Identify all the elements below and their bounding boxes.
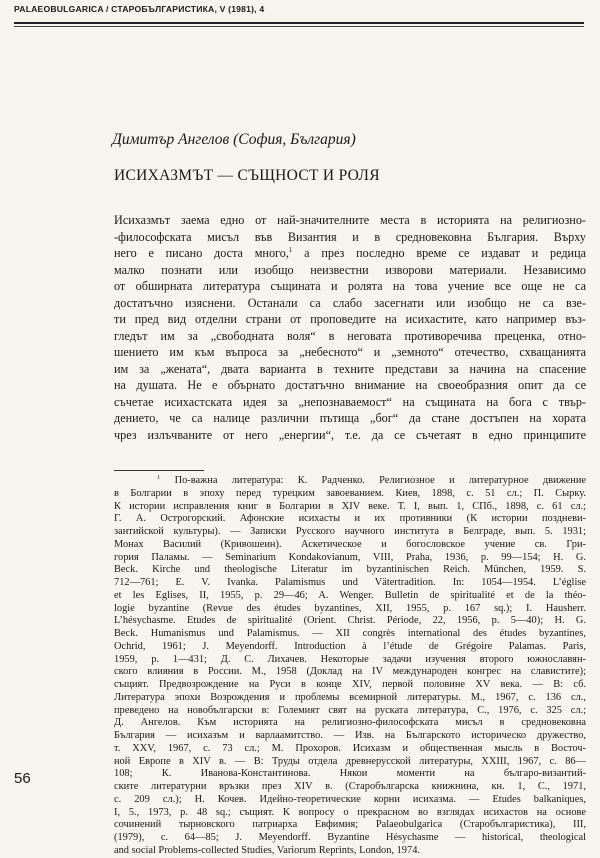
footnotes	[114, 475, 586, 858]
footnote-line: преведено на новобългарски в: Големият свят на руската литература, С., 1976, с. 325 сл.;	[114, 704, 586, 716]
body-line: Исихазмът заема едно от най-значителните места в историята на религиозно-	[114, 213, 586, 227]
running-head: PALAEOBULGARICA / СТАРОБЪЛГАРИСТИКА, V (1981), 4	[14, 4, 265, 14]
footnote-line: Ochrid, 1961; J. Meyendorff. Introduction à l’étude de Grégoire Palamas. Paris,	[114, 640, 586, 652]
footnote-line: с. 209 сл.); Н. Кочев. Идейно-теоретические корни исихазма. — Etudes balkaniques,	[114, 793, 586, 805]
footnote-line: I, 5., 1973, p. 48 sq.; същият. К вопросу о прекрасном во взглядах исихастов на основе	[114, 806, 586, 818]
body-line: малко познати или изобщо неизвестни изворови материали. Независимо	[114, 262, 586, 277]
body-line: съчетае исихастската идея за „непознаваемост“ на същината на бога с твър-	[114, 394, 586, 409]
body-line: им за „жената“, двата варианта в техните представи за начина на спасение	[114, 361, 586, 376]
article-body	[114, 212, 586, 443]
body-line: гледът им за „свободната воля“ в неговата противоречива преценка, отно-	[114, 328, 586, 343]
body-line: -философската мисъл във Византия и в средновековна България. Върху	[114, 229, 586, 244]
body-line: от обширната литература същината и ролята на това учение все още не са	[114, 279, 586, 293]
footnote-line: ските литературни връзки през XIV в. (Старобългарска книжнина, кн. 1, С., 1971,	[114, 781, 586, 792]
footnote-line: 108; К. Иванова-Константинова. Някои моменти на българо-византий-	[114, 768, 586, 780]
page-number: 56	[14, 770, 31, 787]
footnote-line: същият. Предвозрождение на Руси в конце XIV, первой половине XV века. — В: сб.	[114, 679, 586, 690]
footnote-line: L’hésychasme. Etudes de spiritualité (Orient. Christ. Période, 22, 1956, p. 5—40); H. G.	[114, 615, 586, 627]
footnote-line: 712—761; E. V. Ivanka. Palamismus und Vätertradition. In: 1054—1954. L’église	[114, 577, 586, 588]
footnote-reference: 1	[288, 245, 293, 254]
header-rule-thin	[14, 26, 584, 27]
footnote-line: сочинений тырновского патриарха Евфимия; Palaeobulgarica (Старобългаристика), III,	[114, 819, 586, 831]
body-line: чрез излъчваните от него „енергии“, т.е. да се съчетаят в едно принципите	[114, 427, 586, 442]
body-line: дението, че са налице различни пътища „бог“ да стане достъпен на хората	[114, 411, 586, 425]
footnote-line: Beck. Humanismus und Palamismus. — XII congrès international des études byzantines,	[114, 628, 586, 639]
footnote-line: К истории исправления книг в Болгарии в XIV веке. Т. I, вып. 1, СПб., 1898, с. 61 сл.;	[114, 500, 586, 512]
article-title: ИСИХАЗМЪТ — СЪЩНОСТ И РОЛЯ	[114, 167, 380, 184]
footnote-text: По-важна литература: К. Радченко. Религиозное и литературное движение	[174, 475, 586, 486]
body-line: на душата. Не е обърнато достатъчно внимание на своеобразния опит да се	[114, 378, 586, 392]
body-line-start: него е писано доста много,	[114, 246, 289, 260]
footnote-line: т. XXV, 1967, с. 73 сл.; М. Прохоров. Исихазм и общественная мысль в Восточ-	[114, 742, 586, 754]
footnote-line: Д. Ангелов. Към историята на религиозно-философската мисъл в средновековна	[114, 717, 586, 729]
body-line-end: а през последно време се издават и редица	[292, 246, 586, 260]
article-author: Димитър Ангелов (София, България)	[112, 131, 356, 148]
footnote-line: гория Паламы. — Seminarium Kondakovianum, VIII, Praha, 1936, p. 99—154; H. G.	[114, 551, 586, 563]
footnote-line: Литература эпохи Возрождения и проблемы всемирной литературы. М., 1967, с. 136 сл.,	[114, 691, 586, 703]
footnote-line: ной Европе в XIV в. — В: Труды отдела древнерусской литературы, XXIII, 1967, с. 86—	[114, 755, 586, 767]
footnote-separator	[114, 470, 204, 471]
footnote-line: България — исихазъм и варлаамитство. — Изв. на Българското историческо дружество,	[114, 730, 586, 741]
footnote-marker: 1	[156, 475, 161, 481]
footnote-line: Г. А. Острогорский. Афонские исихасты и их противники (К истории поздневи-	[114, 513, 586, 525]
header-rule-thick	[14, 22, 584, 24]
footnote-line: et les Eglises, II, 1955, p. 29—46; A. Wenger. Bulletin de spiritualité et de la théo-	[114, 589, 586, 601]
footnote-line: logie byzantine (Revue des études byzantines, XII, 1955, p. 167 sq.); I. Hausherr.	[114, 602, 586, 614]
footnote-line-first	[114, 475, 586, 488]
body-line: ти пред вид отделни страни от проповедите на исихастите, като например въз-	[114, 312, 586, 326]
footnote-line: 1959, p. 1—431; Д. С. Лихачев. Некоторые задачи изучения второго южнославян-	[114, 653, 586, 665]
footnote-line: Beck. Kirche und theologische Literatur im byzantinischen Reich. München, 1959. S.	[114, 564, 586, 576]
footnote-line: and social Problems-collected Studies, Variorum Reprints, London, 1974.	[114, 844, 420, 856]
body-line-with-footnote	[114, 245, 586, 262]
body-line: достатъчно изяснени. Останали са слабо засегнати или изобщо не са взе-	[114, 295, 586, 310]
footnote-line: ского влияния в России. М., 1958 (Доклад на IV международен конгрес на славистите);	[114, 666, 586, 678]
body-line: шението им към въпроса за „небесното“ и „земното“ отечество, схващанията	[114, 345, 586, 359]
footnote-line: зантийской культуры). — Записки Русского научного института в Белграде, вып. 5. 1931;	[114, 526, 586, 537]
footnote-line: Монах Василий (Кривошеин). Аскетическое и богословское учение св. Гри-	[114, 538, 586, 550]
footnote-line: в Болгарии в эпоху перед турецким завоеванием. Киев, 1898, с. 51 сл.; П. Сырку.	[114, 487, 586, 499]
footnote-line: (1979), с. 64—85; J. Meyendorff. Byzantine Hésychasme — historical, theological	[114, 832, 586, 843]
